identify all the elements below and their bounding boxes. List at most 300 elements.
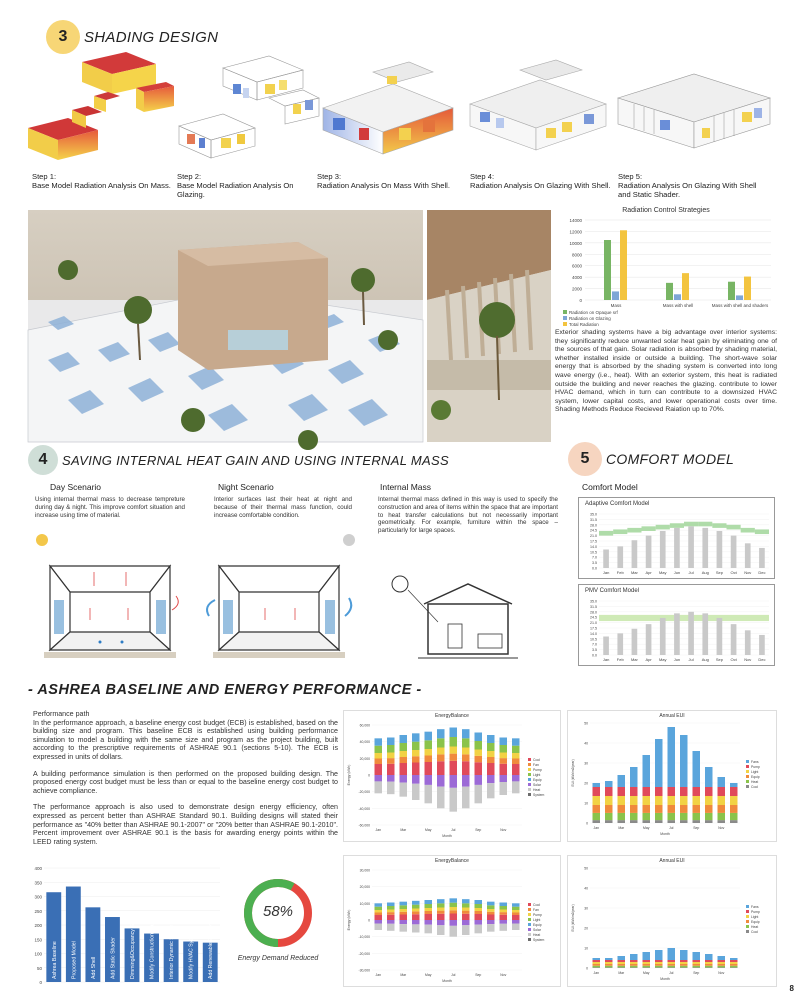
- eui2-bar-segment: [705, 954, 713, 960]
- eui2-legend-label: Heat: [751, 925, 759, 929]
- shading-roof-render: [28, 210, 423, 442]
- adaptive-comfort-band: [627, 528, 641, 533]
- eui2-bar-segment: [655, 964, 663, 966]
- eui1-legend-swatch: [746, 785, 749, 788]
- eui1-bar-segment: [718, 787, 726, 796]
- pmv-ytick: 17.5: [590, 626, 597, 631]
- eui1-bar-segment: [693, 787, 701, 796]
- internal-mass-diagram: [378, 574, 558, 666]
- eb1-bar-segment: [437, 787, 445, 809]
- eui1-xtick: Nov: [718, 826, 725, 830]
- eui1-bar-segment: [630, 767, 638, 787]
- adaptive-ytick: 14.0: [590, 544, 597, 549]
- eb2-ytick: 0: [368, 918, 370, 923]
- rad-ytick: 6000: [571, 263, 582, 269]
- eb2-bar-segment: [462, 911, 470, 914]
- eui1-legend-label: Equip: [751, 775, 760, 779]
- eb2-bar-segment: [487, 905, 495, 909]
- eb2-bar-segment: [462, 903, 470, 907]
- eb2-bar-segment: [400, 920, 408, 924]
- eui1-legend-swatch: [746, 760, 749, 763]
- eui1-xtick: Mar: [618, 826, 625, 830]
- eui2-ytick: 20: [584, 926, 588, 931]
- adaptive-comfort-band: [599, 531, 613, 536]
- eui1-legend-label: Pump: [751, 765, 760, 769]
- rad-ytick: 14000: [569, 218, 582, 223]
- section-5-number: 5: [568, 442, 602, 476]
- eb1-bar-segment: [425, 762, 433, 775]
- eui1-bar-segment: [730, 787, 738, 796]
- rad-ytick: 8000: [571, 252, 582, 258]
- comfort-model-title: Comfort Model: [582, 482, 638, 492]
- eb2-bar-segment: [512, 913, 520, 916]
- eb1-legend-label: Fan: [533, 763, 539, 767]
- adaptive-bar: [660, 531, 666, 568]
- eb2-bar-segment: [450, 907, 458, 910]
- eb1-legend-swatch: [528, 773, 531, 776]
- eb2-bar-segment: [425, 900, 433, 904]
- eb2-bar-segment: [437, 899, 445, 903]
- eb1-bar-segment: [412, 756, 420, 762]
- pmv-xtick: Sep: [715, 657, 723, 662]
- eb1-xtick: Jan: [375, 828, 381, 832]
- eb1-xtick: May: [425, 828, 432, 832]
- adaptive-bar: [717, 531, 723, 568]
- eb2-bar-segment: [475, 900, 483, 904]
- step-3-shell-diagram: [313, 48, 461, 170]
- eb1-bar-segment: [475, 750, 483, 756]
- adaptive-xtick: Apr: [645, 570, 652, 575]
- pmv-xtick: Jun: [673, 657, 681, 662]
- eb1-bar-segment: [487, 735, 495, 743]
- annual-eui-1-title: Annual EUI: [659, 713, 685, 719]
- adaptive-bar: [646, 536, 652, 568]
- strategy-ytick: 350: [34, 880, 42, 886]
- eui2-bar-segment: [655, 962, 663, 964]
- eb2-bar-segment: [487, 920, 495, 924]
- adaptive-comfort-band: [656, 525, 670, 530]
- eui1-bar-segment: [705, 820, 713, 823]
- eb1-ytick: 0: [368, 773, 370, 778]
- eb1-legend-label: Heat: [533, 788, 541, 792]
- eui2-bar-segment: [668, 966, 676, 968]
- eb1-bar-segment: [437, 775, 445, 787]
- sun-icon: [36, 534, 48, 546]
- eui1-bar-segment: [630, 813, 638, 820]
- eb1-bar-segment: [500, 775, 508, 782]
- adaptive-bar: [731, 536, 737, 568]
- adaptive-xtick: Jun: [673, 570, 681, 575]
- eui1-bar-segment: [618, 796, 626, 805]
- pmv-ytick: 35.0: [590, 599, 597, 604]
- eui2-bar-segment: [730, 967, 738, 968]
- eb2-bar-segment: [487, 902, 495, 906]
- eb1-bar-segment: [450, 761, 458, 775]
- eui1-bar-segment: [718, 820, 726, 823]
- eb2-bar-segment: [512, 910, 520, 913]
- eb1-bar-segment: [462, 748, 470, 755]
- eui1-ytick: 40: [584, 741, 588, 746]
- adaptive-ytick: 0.0: [592, 566, 597, 571]
- eui2-legend-label: Cool: [751, 930, 758, 934]
- eui2-bar-segment: [680, 967, 688, 968]
- eb1-bar-segment: [512, 781, 520, 793]
- eb1-bar-segment: [475, 741, 483, 750]
- adaptive-ytick: 28.0: [590, 523, 597, 528]
- eui1-bar-segment: [593, 805, 601, 813]
- eb1-bar-segment: [400, 743, 408, 751]
- eb1-bar-segment: [462, 729, 470, 738]
- eui1-legend-label: Light: [751, 770, 759, 774]
- eb2-ytick: 10,000: [359, 901, 370, 906]
- eui2-bar-segment: [668, 962, 676, 964]
- eui1-bar-segment: [618, 813, 626, 820]
- eui2-bar-segment: [618, 966, 626, 968]
- moon-icon: [343, 534, 355, 546]
- eb2-bar-segment: [450, 903, 458, 907]
- performance-paragraph-3: The performance approach is also used to demonstrate design energy efficiency, often expressed as percent better than ASHRAE Standard 90.1. Building designs will stated their performance as "40% better than ASHRAE 90.1-2007" or "20% better than ASHRAE 90.1-2010". Percent improvement over ASHRAE 90.1 is the basis for awarding energy points within the LEED rating system.: [33, 803, 338, 846]
- eui1-bar-segment: [605, 781, 613, 787]
- eb1-bar-segment: [425, 732, 433, 741]
- eui2-bar-segment: [680, 964, 688, 966]
- eb1-bar-segment: [500, 782, 508, 795]
- eui2-bar-segment: [718, 964, 726, 966]
- eui2-bar-segment: [693, 960, 701, 962]
- eui1-bar-segment: [593, 820, 601, 823]
- step-5-static-shader-diagram: [614, 48, 774, 170]
- eb1-legend-swatch: [528, 783, 531, 786]
- eb2-legend-label: Light: [533, 918, 541, 922]
- adaptive-comfort-chart: [578, 497, 775, 579]
- adaptive-bar: [632, 540, 638, 568]
- eb1-bar-segment: [475, 775, 483, 785]
- eb1-bar-segment: [487, 751, 495, 757]
- eb1-xlabel: Month: [442, 834, 452, 838]
- step-2-glazing-diagram: [173, 48, 321, 170]
- rad-ytick: 4000: [571, 275, 582, 281]
- eb2-bar-segment: [425, 911, 433, 914]
- strategy-bar-chart: [28, 862, 226, 990]
- eb1-bar-segment: [400, 757, 408, 763]
- adaptive-comfort-band: [712, 523, 726, 528]
- eb1-bar-segment: [387, 745, 395, 753]
- eui2-bar-segment: [730, 966, 738, 968]
- rad-legend-swatch: [563, 316, 567, 320]
- eb2-bar-segment: [387, 915, 395, 920]
- donut-percent: 58%: [262, 903, 294, 920]
- pmv-ytick: 28.0: [590, 610, 597, 615]
- eb2-legend-label: Solar: [533, 928, 541, 932]
- eb1-bar-segment: [462, 761, 470, 775]
- eb1-bar-segment: [387, 782, 395, 794]
- night-scenario-text: Interior surfaces last their heat at night and because of their thermal mass function, could increase comfortable condition.: [214, 496, 352, 519]
- step-4-label: Step 4: Radiation Analysis On Glazing With Shell.: [470, 172, 611, 190]
- strategy-bar-label: Modify Construction Material: [149, 913, 156, 979]
- eb1-legend-swatch: [528, 778, 531, 781]
- eb2-bar-segment: [400, 909, 408, 912]
- eb2-bar-segment: [500, 906, 508, 910]
- eui2-bar-segment: [630, 966, 638, 968]
- adaptive-ytick: 17.5: [590, 539, 597, 544]
- strategy-bar-label: Add Static Shader: [110, 937, 117, 979]
- internal-mass-text: Internal thermal mass defined in this way is used to specify the construction and area of items within the space that are important to heat transfer calculations but not necessarily important geometrically. For example, furniture within the space – particularly for large spaces.: [378, 496, 558, 535]
- eui2-bar-segment: [630, 960, 638, 962]
- section-4-header: [28, 445, 449, 475]
- eui1-bar-segment: [605, 805, 613, 813]
- pmv-bar: [646, 624, 652, 655]
- adaptive-comfort-band: [684, 522, 698, 527]
- eui2-bar-segment: [718, 967, 726, 968]
- eui2-legend-swatch: [746, 905, 749, 908]
- eb2-bar-segment: [462, 899, 470, 903]
- eui2-bar-segment: [705, 964, 713, 966]
- rad-bar: [612, 291, 619, 300]
- pmv-ytick: 7.0: [592, 642, 597, 647]
- pmv-bar: [731, 624, 737, 655]
- eb1-bar-segment: [450, 754, 458, 761]
- adaptive-ytick: 3.5: [592, 561, 597, 566]
- eui1-bar-segment: [618, 787, 626, 796]
- eui1-bar-segment: [680, 805, 688, 813]
- eui2-ytick: 40: [584, 886, 588, 891]
- eui2-bar-segment: [643, 967, 651, 968]
- section-4-number: 4: [28, 445, 58, 475]
- pmv-ytick: 10.5: [590, 637, 597, 642]
- eb1-bar-segment: [462, 738, 470, 747]
- energy-balance-chart-1: [343, 710, 561, 842]
- eui2-bar-segment: [680, 950, 688, 960]
- day-scenario-title: Day Scenario: [50, 482, 102, 492]
- eb1-bar-segment: [387, 764, 395, 775]
- eui1-bar-segment: [605, 796, 613, 805]
- pmv-ytick: 31.5: [590, 604, 597, 609]
- eb1-bar-segment: [425, 756, 433, 763]
- eb1-bar-segment: [462, 775, 470, 787]
- pmv-bar: [674, 613, 680, 655]
- eui1-xlabel: Month: [660, 832, 670, 836]
- rad-ytick: 10000: [569, 240, 582, 246]
- radiation-control-chart: [555, 207, 777, 327]
- eb1-legend-swatch: [528, 788, 531, 791]
- eb2-bar-segment: [387, 906, 395, 910]
- eb2-ylabel: Energy (kWh): [347, 909, 351, 931]
- rad-bar: [604, 240, 611, 300]
- eb1-bar-segment: [375, 775, 383, 781]
- eb1-legend-swatch: [528, 758, 531, 761]
- rad-ytick: 2000: [571, 286, 582, 292]
- pmv-comfort-chart: [578, 584, 775, 666]
- pmv-xtick: Apr: [645, 657, 652, 662]
- section-5-header: [568, 442, 734, 476]
- eb2-bar-segment: [475, 925, 483, 934]
- pmv-ytick: 21.0: [590, 621, 597, 626]
- eb1-legend-label: Solar: [533, 783, 541, 787]
- pmv-ytick: 3.5: [592, 648, 597, 653]
- eb2-bar-segment: [512, 903, 520, 906]
- eui1-bar-segment: [705, 767, 713, 787]
- step-5-label: Step 5: Radiation Analysis On Glazing With Shell and Static Shader.: [618, 172, 757, 199]
- eb1-bar-segment: [375, 759, 383, 765]
- annual-eui-chart-1: [567, 710, 777, 842]
- eb1-legend-swatch: [528, 768, 531, 771]
- eui2-bar-segment: [693, 964, 701, 966]
- eb2-bar-segment: [375, 915, 383, 920]
- eui1-bar-segment: [718, 777, 726, 787]
- eui1-bar-segment: [655, 796, 663, 805]
- eui1-bar-segment: [668, 820, 676, 823]
- eb1-bar-segment: [475, 762, 483, 775]
- pmv-ytick: 24.5: [590, 615, 597, 620]
- page-number: 8: [789, 984, 794, 993]
- pmv-bar: [745, 630, 751, 655]
- eui1-xtick: Jan: [593, 826, 599, 830]
- eui1-bar-segment: [618, 805, 626, 813]
- day-scenario-diagram: [30, 532, 190, 662]
- strategy-bar-label: Proposed Model: [71, 941, 78, 979]
- eui2-bar-segment: [605, 966, 613, 968]
- adaptive-ytick: 35.0: [590, 512, 597, 517]
- eui2-bar-segment: [730, 958, 738, 960]
- sun-outline-icon: [392, 576, 408, 592]
- step-2: [173, 48, 321, 208]
- eui1-bar-segment: [593, 783, 601, 787]
- eb1-bar-segment: [387, 758, 395, 764]
- eb2-bar-segment: [500, 920, 508, 924]
- eb2-bar-segment: [487, 912, 495, 915]
- eb1-bar-segment: [375, 738, 383, 745]
- eui1-legend-swatch: [746, 770, 749, 773]
- eui2-bar-segment: [705, 966, 713, 968]
- eb2-legend-label: Cool: [533, 903, 540, 907]
- eui2-bar-segment: [630, 954, 638, 960]
- eui1-legend-label: Fans: [751, 760, 759, 764]
- eb1-bar-segment: [437, 738, 445, 747]
- eui2-bar-segment: [605, 958, 613, 960]
- eb2-bar-segment: [437, 908, 445, 911]
- eb2-bar-segment: [462, 908, 470, 911]
- eb1-bar-segment: [462, 787, 470, 809]
- eb1-bar-segment: [400, 735, 408, 743]
- eui1-bar-segment: [630, 805, 638, 813]
- eui2-bar-segment: [718, 966, 726, 968]
- eb2-legend-swatch: [528, 918, 531, 921]
- eui1-bar-segment: [705, 796, 713, 805]
- eb2-xtick: Mar: [400, 973, 407, 977]
- eb1-bar-segment: [512, 764, 520, 775]
- night-scenario-title: Night Scenario: [218, 482, 274, 492]
- eb1-bar-segment: [450, 737, 458, 747]
- eb2-bar-segment: [437, 925, 445, 935]
- eui1-legend-swatch: [746, 780, 749, 783]
- shading-steps: [28, 48, 778, 208]
- step-1-massing-diagram: [28, 48, 176, 170]
- adaptive-bar: [702, 528, 708, 568]
- eb2-bar-segment: [512, 907, 520, 910]
- pmv-bar: [717, 618, 723, 655]
- eui1-bar-segment: [655, 813, 663, 820]
- pmv-xtick: Jul: [688, 657, 694, 662]
- eui1-bar-segment: [605, 820, 613, 823]
- eb1-bar-segment: [412, 750, 420, 756]
- eb1-bar-segment: [475, 733, 483, 742]
- eb1-legend-label: Cool: [533, 758, 540, 762]
- eui1-bar-segment: [655, 805, 663, 813]
- eui2-legend-label: Pump: [751, 910, 760, 914]
- night-scenario-diagram: [205, 532, 365, 662]
- eb2-bar-segment: [375, 907, 383, 910]
- eui2-legend-swatch: [746, 915, 749, 918]
- step-5: [614, 48, 762, 208]
- eui2-bar-segment: [593, 966, 601, 968]
- eb2-bar-segment: [400, 902, 408, 906]
- eb1-bar-segment: [437, 754, 445, 761]
- eb2-xlabel: Month: [442, 979, 452, 983]
- eb2-legend-swatch: [528, 928, 531, 931]
- eb2-bar-segment: [400, 905, 408, 909]
- eb1-bar-segment: [437, 748, 445, 755]
- pmv-xtick: Jan: [602, 657, 610, 662]
- eui1-bar-segment: [593, 787, 601, 796]
- eui2-bar-segment: [730, 964, 738, 966]
- eb1-bar-segment: [512, 753, 520, 759]
- step-3: [313, 48, 461, 208]
- eui1-bar-segment: [718, 813, 726, 820]
- eui1-bar-segment: [680, 735, 688, 787]
- eb1-bar-segment: [375, 781, 383, 793]
- adaptive-bar: [674, 528, 680, 568]
- eui2-bar-segment: [730, 962, 738, 964]
- eui2-bar-segment: [680, 960, 688, 962]
- eui1-bar-segment: [618, 820, 626, 823]
- eui1-legend-swatch: [746, 765, 749, 768]
- eui1-bar-segment: [705, 787, 713, 796]
- eui2-xtick: Nov: [718, 971, 725, 975]
- pmv-bar: [617, 633, 623, 655]
- eui1-bar-segment: [680, 820, 688, 823]
- eb2-bar-segment: [387, 924, 395, 931]
- eb1-xtick: Nov: [500, 828, 507, 832]
- eb2-bar-segment: [450, 914, 458, 921]
- eb2-bar-segment: [475, 904, 483, 908]
- eb1-xtick: Jul: [451, 828, 456, 832]
- eui2-xtick: Jan: [593, 971, 599, 975]
- eui1-ytick: 10: [584, 801, 588, 806]
- step-1: [28, 48, 176, 208]
- adaptive-xtick: Oct: [730, 570, 737, 575]
- performance-paragraph-2: A building performance simulation is then performed on the proposed building design. The proposed energy cost budget must be less than or equal to the baseline energy cost budget to achieve compliance.: [33, 769, 338, 795]
- eui2-ytick: 10: [584, 946, 588, 951]
- eb2-bar-segment: [412, 914, 420, 920]
- step-1-label: Step 1: Base Model Radiation Analysis On Mass.: [32, 172, 171, 190]
- eb2-bar-segment: [437, 911, 445, 914]
- eui1-bar-segment: [668, 805, 676, 813]
- eb2-bar-segment: [375, 920, 383, 924]
- adaptive-comfort-band: [670, 523, 684, 528]
- adaptive-xtick: Aug: [701, 570, 709, 575]
- eb2-legend-swatch: [528, 923, 531, 926]
- eui1-bar-segment: [593, 796, 601, 805]
- eui1-bar-segment: [655, 787, 663, 796]
- adaptive-xtick: Mar: [630, 570, 638, 575]
- adaptive-bar: [759, 548, 765, 568]
- pmv-xtick: Oct: [730, 657, 737, 662]
- eui1-legend-label: Cool: [751, 785, 758, 789]
- eb1-ytick: 40,000: [359, 740, 370, 745]
- eui1-bar-segment: [693, 820, 701, 823]
- section-3-number: 3: [46, 20, 80, 54]
- eb2-bar-segment: [425, 920, 433, 925]
- eui2-xtick: May: [643, 971, 650, 975]
